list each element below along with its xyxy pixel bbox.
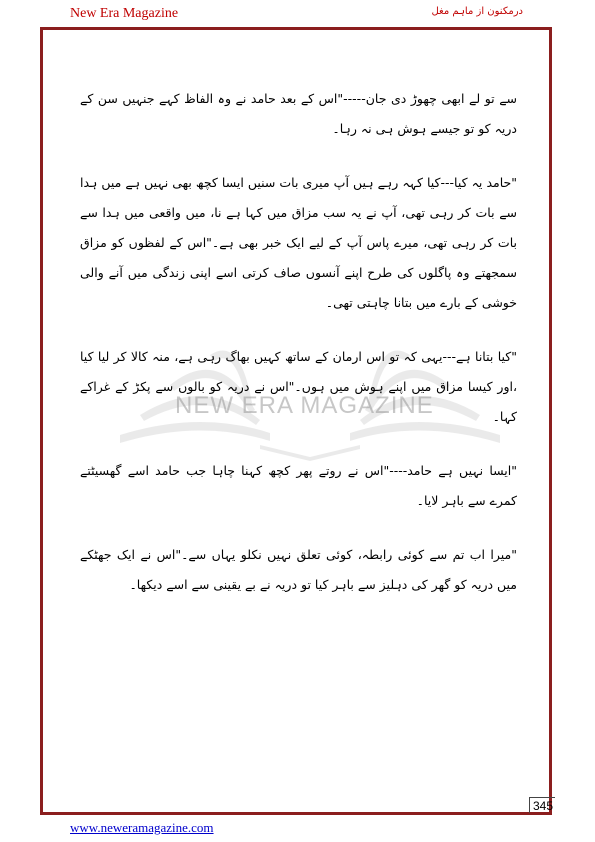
watermark-text: NEW ERA MAGAZINE <box>175 392 434 419</box>
paragraph: "میرا اب تم سے کوئی رابطہ، کوئی تعلق نہیں نکلو یہاں سے۔"اس نے ایک جھٹکے میں دریہ کو گھر کی دہلیز سے باہر کیا تو دریہ نے بے یقینی سے اسے دیکھا۔ <box>80 547 517 592</box>
story-title: درمکنون از ماہم مغل <box>431 6 523 17</box>
page-number: 345 <box>529 797 555 813</box>
magazine-name: New Era Magazine <box>70 6 179 21</box>
paragraph: "حامد یہ کیا---کیا کہہ رہے ہیں آپ میری بات سنیں ایسا کچھ بھی نہیں ہے میں ہدا سے بات کر رہی تھی، آپ نے یہ سب مزاق میں کہا ہے نا، میں واقعی میں ہدا سے بات کر رہی تھی، میرے پاس آپ کے لیے ایک خبر بھی ہے۔"اس کے لفظوں کو مزاق سمجھتے وہ پاگلوں کی طرح اپنے آنسوں صاف کرتی اسے اپنی زندگی میں آنے والی خوشی کے بارے میں بتانا چاہتی تھی۔ <box>80 175 517 310</box>
paragraph: سے تو لے ابھی چھوڑ دی جان-----"اس کے بعد حامد نے وہ الفاظ کہے جنہیں سن کے دریہ کو تو جیسے ہوش ہی نہ رہا۔ <box>80 91 517 136</box>
story-body <box>80 84 517 624</box>
website-link[interactable]: www.neweramagazine.com <box>70 820 214 835</box>
paragraph: "ایسا نہیں ہے حامد----"اس نے روتے پھر کچھ کہنا چاہا جب حامد اسے گھسیٹتے کمرے سے باہر لایا۔ <box>80 463 517 508</box>
paragraph: "کیا بتانا ہے---یہی کہ تو اس ارمان کے ساتھ کہیں بھاگ رہی ہے، منہ کالا کر لیا کیا ،اور کیسا مزاق میں اپنے ہوش میں ہوں۔"اس نے دریہ کو بالوں سے پکڑ کے غراکے کہا۔ <box>80 349 517 424</box>
